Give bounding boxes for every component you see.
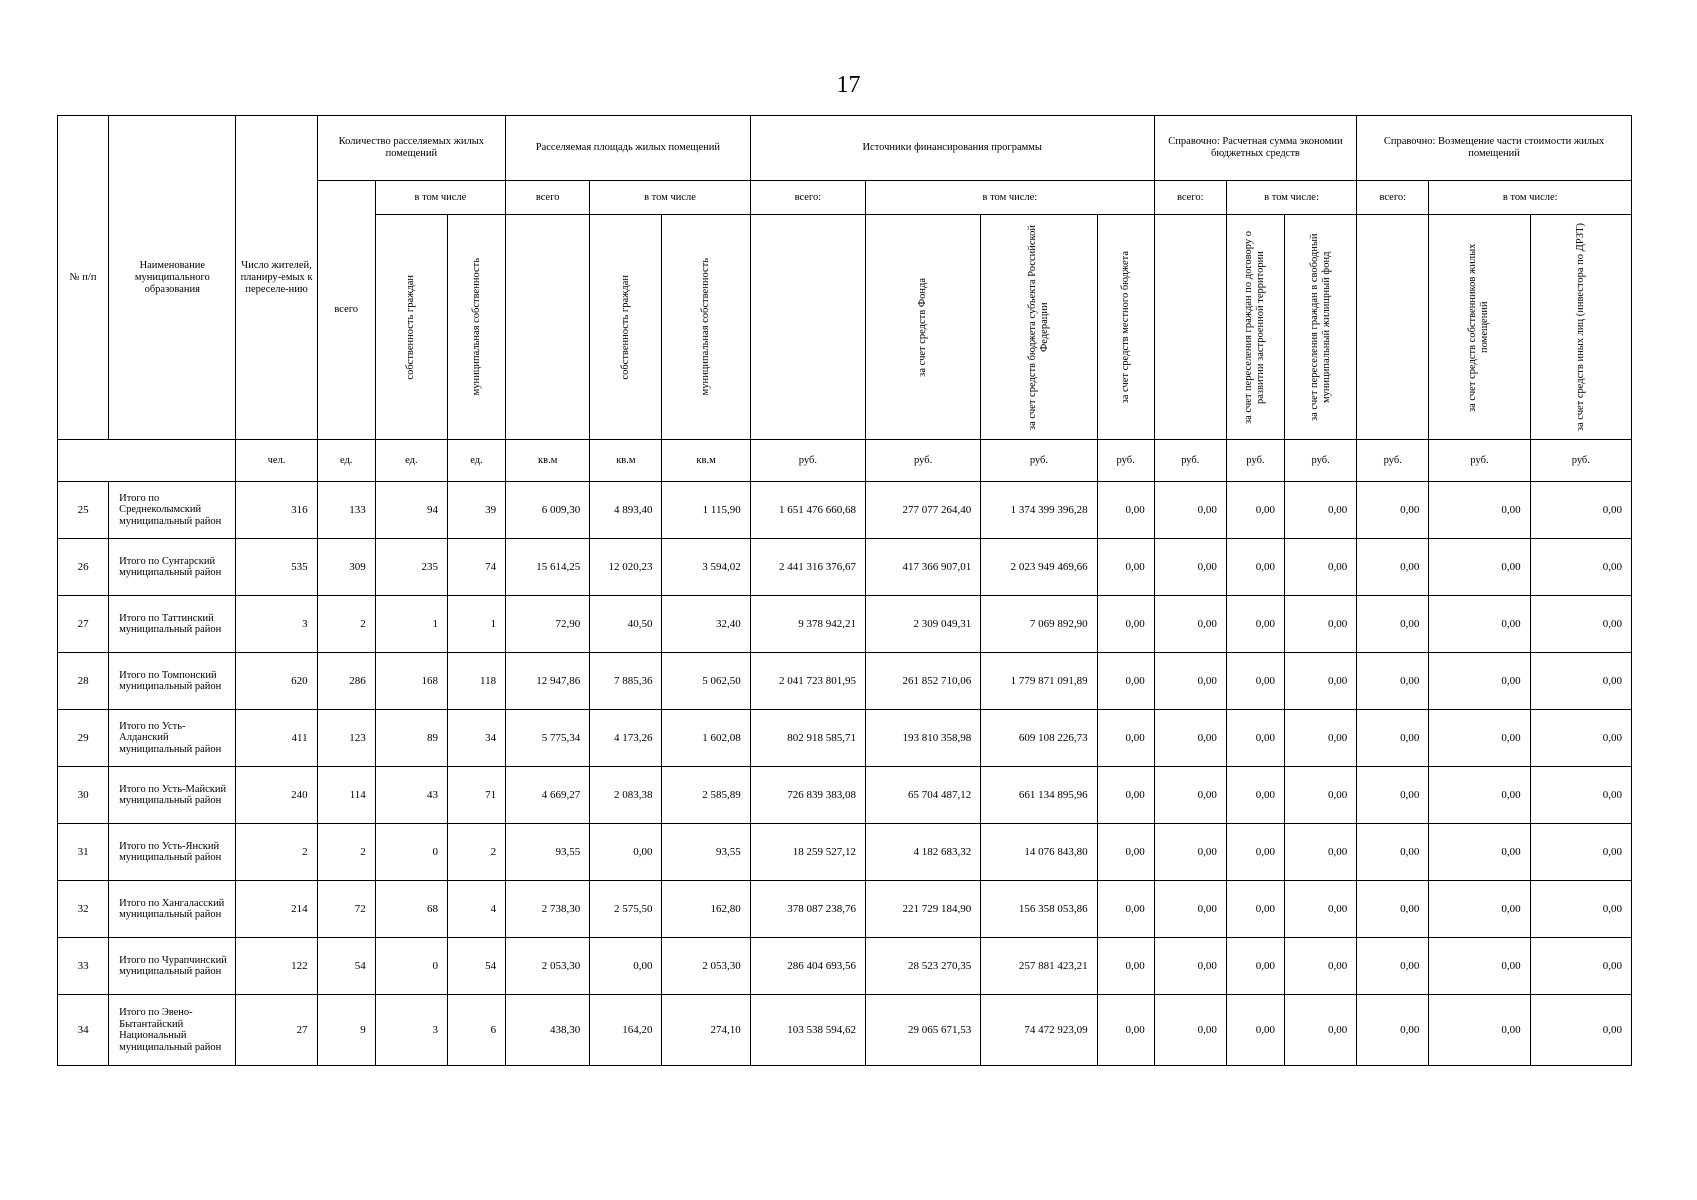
- header-fin-total: всего:: [750, 181, 865, 215]
- value-cell: 2 585,89: [662, 767, 750, 824]
- header-comp-incl: в том числе:: [1429, 181, 1632, 215]
- value-cell: 0,00: [590, 824, 662, 881]
- value-cell: 235: [375, 539, 447, 596]
- table-row: [58, 881, 1632, 938]
- value-cell: 6: [447, 995, 505, 1066]
- header-residents: Число жителей, планиру-емых к переселе-нию: [236, 116, 317, 440]
- table-row: [58, 767, 1632, 824]
- value-cell: 0,00: [1530, 995, 1631, 1066]
- value-cell: 34: [447, 710, 505, 767]
- value-cell: 3: [375, 995, 447, 1066]
- unit-cell: руб.: [981, 440, 1097, 482]
- municipality-name: Итого по Таттинский муниципальный район: [109, 596, 236, 653]
- value-cell: 417 366 907,01: [866, 539, 981, 596]
- value-cell: 1 115,90: [662, 482, 750, 539]
- value-cell: 309: [317, 539, 375, 596]
- row-number: 27: [58, 596, 109, 653]
- value-cell: 0,00: [1285, 881, 1357, 938]
- value-cell: 193 810 358,98: [866, 710, 981, 767]
- unit-cell: ед.: [317, 440, 375, 482]
- value-cell: 2 083,38: [590, 767, 662, 824]
- value-cell: 0,00: [1154, 596, 1226, 653]
- unit-cell: руб.: [750, 440, 865, 482]
- value-cell: 32,40: [662, 596, 750, 653]
- value-cell: 0,00: [1429, 653, 1530, 710]
- page-number: 17: [836, 72, 861, 98]
- value-cell: 0,00: [1154, 482, 1226, 539]
- table-row: [58, 482, 1632, 539]
- header-group-area: Расселяемая площадь жилых помещений: [506, 116, 751, 181]
- value-cell: 0,00: [1530, 881, 1631, 938]
- header-comp-others: за счет средств иных лиц (инвестора по ДРЗТ): [1530, 215, 1631, 440]
- header-group-rooms: Количество расселяемых жилых помещений: [317, 116, 505, 181]
- value-cell: 123: [317, 710, 375, 767]
- value-cell: 0,00: [1285, 824, 1357, 881]
- value-cell: 378 087 238,76: [750, 881, 865, 938]
- value-cell: 0,00: [1097, 539, 1154, 596]
- value-cell: 2: [236, 824, 317, 881]
- header-area-incl: в том числе: [590, 181, 750, 215]
- value-cell: 0: [375, 938, 447, 995]
- row-number: 29: [58, 710, 109, 767]
- value-cell: 0,00: [1097, 767, 1154, 824]
- header-no: № п/п: [58, 116, 109, 440]
- value-cell: 15 614,25: [506, 539, 590, 596]
- value-cell: 4 669,27: [506, 767, 590, 824]
- value-cell: 221 729 184,90: [866, 881, 981, 938]
- value-cell: 118: [447, 653, 505, 710]
- value-cell: 43: [375, 767, 447, 824]
- value-cell: 2 738,30: [506, 881, 590, 938]
- value-cell: 661 134 895,96: [981, 767, 1097, 824]
- unit-cell: руб.: [866, 440, 981, 482]
- value-cell: 0,00: [1097, 824, 1154, 881]
- table-row: [58, 824, 1632, 881]
- value-cell: 0,00: [1429, 482, 1530, 539]
- value-cell: 0,00: [1154, 653, 1226, 710]
- value-cell: 65 704 487,12: [866, 767, 981, 824]
- value-cell: 257 881 423,21: [981, 938, 1097, 995]
- value-cell: 0,00: [1530, 710, 1631, 767]
- value-cell: 1 602,08: [662, 710, 750, 767]
- row-number: 30: [58, 767, 109, 824]
- value-cell: 0,00: [1097, 881, 1154, 938]
- value-cell: 0,00: [1530, 767, 1631, 824]
- value-cell: 0,00: [1530, 653, 1631, 710]
- municipality-name: Итого по Усть-Майский муниципальный район: [109, 767, 236, 824]
- value-cell: 0,00: [1429, 710, 1530, 767]
- header-sav-incl: в том числе:: [1226, 181, 1356, 215]
- value-cell: 609 108 226,73: [981, 710, 1097, 767]
- value-cell: 0,00: [1285, 767, 1357, 824]
- value-cell: 2 053,30: [506, 938, 590, 995]
- header-rooms-citizens: собственность граждан: [375, 215, 447, 440]
- value-cell: 0,00: [1429, 995, 1530, 1066]
- value-cell: 74: [447, 539, 505, 596]
- value-cell: 0,00: [1285, 938, 1357, 995]
- value-cell: 133: [317, 482, 375, 539]
- row-number: 31: [58, 824, 109, 881]
- value-cell: 3 594,02: [662, 539, 750, 596]
- unit-cell: руб.: [1530, 440, 1631, 482]
- value-cell: 0,00: [1285, 482, 1357, 539]
- header-sav-contract: за счет переселения граждан по договору о развитии застроенной территории: [1226, 215, 1284, 440]
- units-row: [58, 440, 1632, 482]
- value-cell: 0,00: [1357, 653, 1429, 710]
- value-cell: 162,80: [662, 881, 750, 938]
- value-cell: 802 918 585,71: [750, 710, 865, 767]
- header-fin-total-blank: [750, 215, 865, 440]
- value-cell: 1: [447, 596, 505, 653]
- value-cell: 0,00: [1285, 653, 1357, 710]
- value-cell: 0,00: [1226, 938, 1284, 995]
- value-cell: 1 651 476 660,68: [750, 482, 865, 539]
- header-rooms-incl: в том числе: [375, 181, 505, 215]
- value-cell: 0,00: [1226, 596, 1284, 653]
- value-cell: 2: [447, 824, 505, 881]
- value-cell: 620: [236, 653, 317, 710]
- header-sav-free-fund: за счет переселения граждан в свободный муниципальный жилищный фонд: [1285, 215, 1357, 440]
- table-row: [58, 596, 1632, 653]
- value-cell: 93,55: [506, 824, 590, 881]
- header-name: Наименование муниципального образования: [109, 116, 236, 440]
- value-cell: 286 404 693,56: [750, 938, 865, 995]
- value-cell: 0,00: [1429, 824, 1530, 881]
- value-cell: 2: [317, 824, 375, 881]
- value-cell: 40,50: [590, 596, 662, 653]
- header-group-savings: Справочно: Расчетная сумма экономии бюджетных средств: [1154, 116, 1356, 181]
- value-cell: 0,00: [1357, 596, 1429, 653]
- value-cell: 0,00: [1429, 539, 1530, 596]
- row-number: 34: [58, 995, 109, 1066]
- value-cell: 0,00: [1226, 653, 1284, 710]
- unit-cell: кв.м: [590, 440, 662, 482]
- row-number: 33: [58, 938, 109, 995]
- unit-cell: ед.: [375, 440, 447, 482]
- unit-cell: руб.: [1154, 440, 1226, 482]
- value-cell: 0,00: [1357, 938, 1429, 995]
- value-cell: 29 065 671,53: [866, 995, 981, 1066]
- table-row: [58, 710, 1632, 767]
- header-sav-total-blank: [1154, 215, 1226, 440]
- value-cell: 0,00: [1154, 938, 1226, 995]
- value-cell: 0,00: [1357, 881, 1429, 938]
- unit-cell: чел.: [236, 440, 317, 482]
- value-cell: 74 472 923,09: [981, 995, 1097, 1066]
- header-comp-owners: за счет средств собственников жилых помещений: [1429, 215, 1530, 440]
- value-cell: 122: [236, 938, 317, 995]
- value-cell: 0,00: [1530, 938, 1631, 995]
- value-cell: 0,00: [1530, 482, 1631, 539]
- value-cell: 4 173,26: [590, 710, 662, 767]
- value-cell: 2 041 723 801,95: [750, 653, 865, 710]
- municipality-name: Итого по Эвено-Бытантайский Национальный муниципальный район: [109, 995, 236, 1066]
- value-cell: 156 358 053,86: [981, 881, 1097, 938]
- municipality-name: Итого по Хангаласский муниципальный район: [109, 881, 236, 938]
- value-cell: 68: [375, 881, 447, 938]
- value-cell: 0,00: [1154, 539, 1226, 596]
- municipality-name: Итого по Сунтарский муниципальный район: [109, 539, 236, 596]
- table-row: [58, 653, 1632, 710]
- value-cell: 286: [317, 653, 375, 710]
- header-subject-budget: за счет средств бюджета субъекта Российской Федерации: [981, 215, 1097, 440]
- value-cell: 0,00: [1357, 482, 1429, 539]
- table-header: [58, 116, 1632, 482]
- table-row: [58, 938, 1632, 995]
- header-rooms-municipal: муниципальная собственность: [447, 215, 505, 440]
- value-cell: 4 182 683,32: [866, 824, 981, 881]
- value-cell: 72,90: [506, 596, 590, 653]
- value-cell: 0,00: [1285, 596, 1357, 653]
- unit-cell: кв.м: [506, 440, 590, 482]
- value-cell: 0,00: [1097, 995, 1154, 1066]
- value-cell: 535: [236, 539, 317, 596]
- value-cell: 0,00: [1530, 539, 1631, 596]
- value-cell: 438,30: [506, 995, 590, 1066]
- unit-cell: руб.: [1357, 440, 1429, 482]
- value-cell: 2 023 949 469,66: [981, 539, 1097, 596]
- value-cell: 277 077 264,40: [866, 482, 981, 539]
- value-cell: 89: [375, 710, 447, 767]
- value-cell: 1: [375, 596, 447, 653]
- value-cell: 5 062,50: [662, 653, 750, 710]
- value-cell: 0,00: [1226, 539, 1284, 596]
- value-cell: 0,00: [1429, 881, 1530, 938]
- value-cell: 164,20: [590, 995, 662, 1066]
- value-cell: 14 076 843,80: [981, 824, 1097, 881]
- header-group-compensation: Справочно: Возмещение части стоимости жилых помещений: [1357, 116, 1632, 181]
- value-cell: 0,00: [1226, 881, 1284, 938]
- value-cell: 240: [236, 767, 317, 824]
- header-group-finance: Источники финансирования программы: [750, 116, 1154, 181]
- value-cell: 0,00: [1285, 710, 1357, 767]
- value-cell: 0,00: [1429, 767, 1530, 824]
- value-cell: 54: [317, 938, 375, 995]
- header-area-citizens: собственность граждан: [590, 215, 662, 440]
- header-local-budget: за счет средств местного бюджета: [1097, 215, 1154, 440]
- value-cell: 3: [236, 596, 317, 653]
- value-cell: 411: [236, 710, 317, 767]
- value-cell: 168: [375, 653, 447, 710]
- value-cell: 0,00: [1530, 596, 1631, 653]
- value-cell: 261 852 710,06: [866, 653, 981, 710]
- header-area-municipal: муниципальная собственность: [662, 215, 750, 440]
- municipality-name: Итого по Усть-Алданский муниципальный район: [109, 710, 236, 767]
- unit-cell: руб.: [1285, 440, 1357, 482]
- value-cell: 0,00: [1097, 938, 1154, 995]
- value-cell: 54: [447, 938, 505, 995]
- value-cell: 27: [236, 995, 317, 1066]
- value-cell: 0,00: [1285, 995, 1357, 1066]
- row-number: 25: [58, 482, 109, 539]
- value-cell: 0,00: [1097, 653, 1154, 710]
- value-cell: 0,00: [1097, 596, 1154, 653]
- value-cell: 12 020,23: [590, 539, 662, 596]
- value-cell: 94: [375, 482, 447, 539]
- value-cell: 1 374 399 396,28: [981, 482, 1097, 539]
- resettlement-table-container: [57, 115, 1632, 1066]
- value-cell: 0,00: [1154, 881, 1226, 938]
- value-cell: 5 775,34: [506, 710, 590, 767]
- unit-cell: руб.: [1226, 440, 1284, 482]
- table-row: [58, 995, 1632, 1066]
- value-cell: 4 893,40: [590, 482, 662, 539]
- value-cell: 1 779 871 091,89: [981, 653, 1097, 710]
- header-fin-incl: в том числе:: [866, 181, 1155, 215]
- value-cell: 71: [447, 767, 505, 824]
- value-cell: 0,00: [1357, 824, 1429, 881]
- table-row: [58, 539, 1632, 596]
- value-cell: 9 378 942,21: [750, 596, 865, 653]
- header-area-total-blank: [506, 215, 590, 440]
- header-sav-total: всего:: [1154, 181, 1226, 215]
- header-rooms-total: всего: [317, 181, 375, 440]
- value-cell: 0,00: [1357, 539, 1429, 596]
- value-cell: 28 523 270,35: [866, 938, 981, 995]
- value-cell: 0,00: [1226, 482, 1284, 539]
- value-cell: 2 053,30: [662, 938, 750, 995]
- row-number: 28: [58, 653, 109, 710]
- value-cell: 2 575,50: [590, 881, 662, 938]
- value-cell: 7 069 892,90: [981, 596, 1097, 653]
- municipality-name: Итого по Чурапчинский муниципальный район: [109, 938, 236, 995]
- value-cell: 0,00: [590, 938, 662, 995]
- value-cell: 0,00: [1154, 824, 1226, 881]
- value-cell: 0,00: [1429, 938, 1530, 995]
- value-cell: 18 259 527,12: [750, 824, 865, 881]
- value-cell: 316: [236, 482, 317, 539]
- value-cell: 103 538 594,62: [750, 995, 865, 1066]
- value-cell: 214: [236, 881, 317, 938]
- value-cell: 0,00: [1429, 596, 1530, 653]
- value-cell: 4: [447, 881, 505, 938]
- value-cell: 114: [317, 767, 375, 824]
- unit-cell: руб.: [1429, 440, 1530, 482]
- value-cell: 7 885,36: [590, 653, 662, 710]
- value-cell: 2 441 316 376,67: [750, 539, 865, 596]
- value-cell: 0,00: [1357, 710, 1429, 767]
- header-comp-total-blank: [1357, 215, 1429, 440]
- value-cell: 6 009,30: [506, 482, 590, 539]
- value-cell: 0,00: [1154, 710, 1226, 767]
- value-cell: 0: [375, 824, 447, 881]
- value-cell: 0,00: [1226, 824, 1284, 881]
- value-cell: 726 839 383,08: [750, 767, 865, 824]
- value-cell: 0,00: [1226, 767, 1284, 824]
- value-cell: 39: [447, 482, 505, 539]
- resettlement-table: [57, 115, 1632, 1066]
- value-cell: 0,00: [1226, 995, 1284, 1066]
- row-number: 26: [58, 539, 109, 596]
- value-cell: 0,00: [1530, 824, 1631, 881]
- value-cell: 72: [317, 881, 375, 938]
- row-number: 32: [58, 881, 109, 938]
- value-cell: 0,00: [1357, 767, 1429, 824]
- header-area-total: всего: [506, 181, 590, 215]
- municipality-name: Итого по Усть-Янский муниципальный район: [109, 824, 236, 881]
- header-fund: за счет средств Фонда: [866, 215, 981, 440]
- table-body: [58, 482, 1632, 1066]
- units-blank: [58, 440, 236, 482]
- value-cell: 93,55: [662, 824, 750, 881]
- unit-cell: кв.м: [662, 440, 750, 482]
- value-cell: 2 309 049,31: [866, 596, 981, 653]
- header-comp-total: всего:: [1357, 181, 1429, 215]
- value-cell: 0,00: [1097, 710, 1154, 767]
- unit-cell: руб.: [1097, 440, 1154, 482]
- value-cell: 0,00: [1097, 482, 1154, 539]
- value-cell: 9: [317, 995, 375, 1066]
- municipality-name: Итого по Среднеколымский муниципальный район: [109, 482, 236, 539]
- value-cell: 2: [317, 596, 375, 653]
- value-cell: 12 947,86: [506, 653, 590, 710]
- unit-cell: ед.: [447, 440, 505, 482]
- value-cell: 274,10: [662, 995, 750, 1066]
- value-cell: 0,00: [1357, 995, 1429, 1066]
- municipality-name: Итого по Томпонский муниципальный район: [109, 653, 236, 710]
- value-cell: 0,00: [1154, 995, 1226, 1066]
- value-cell: 0,00: [1154, 767, 1226, 824]
- value-cell: 0,00: [1285, 539, 1357, 596]
- value-cell: 0,00: [1226, 710, 1284, 767]
